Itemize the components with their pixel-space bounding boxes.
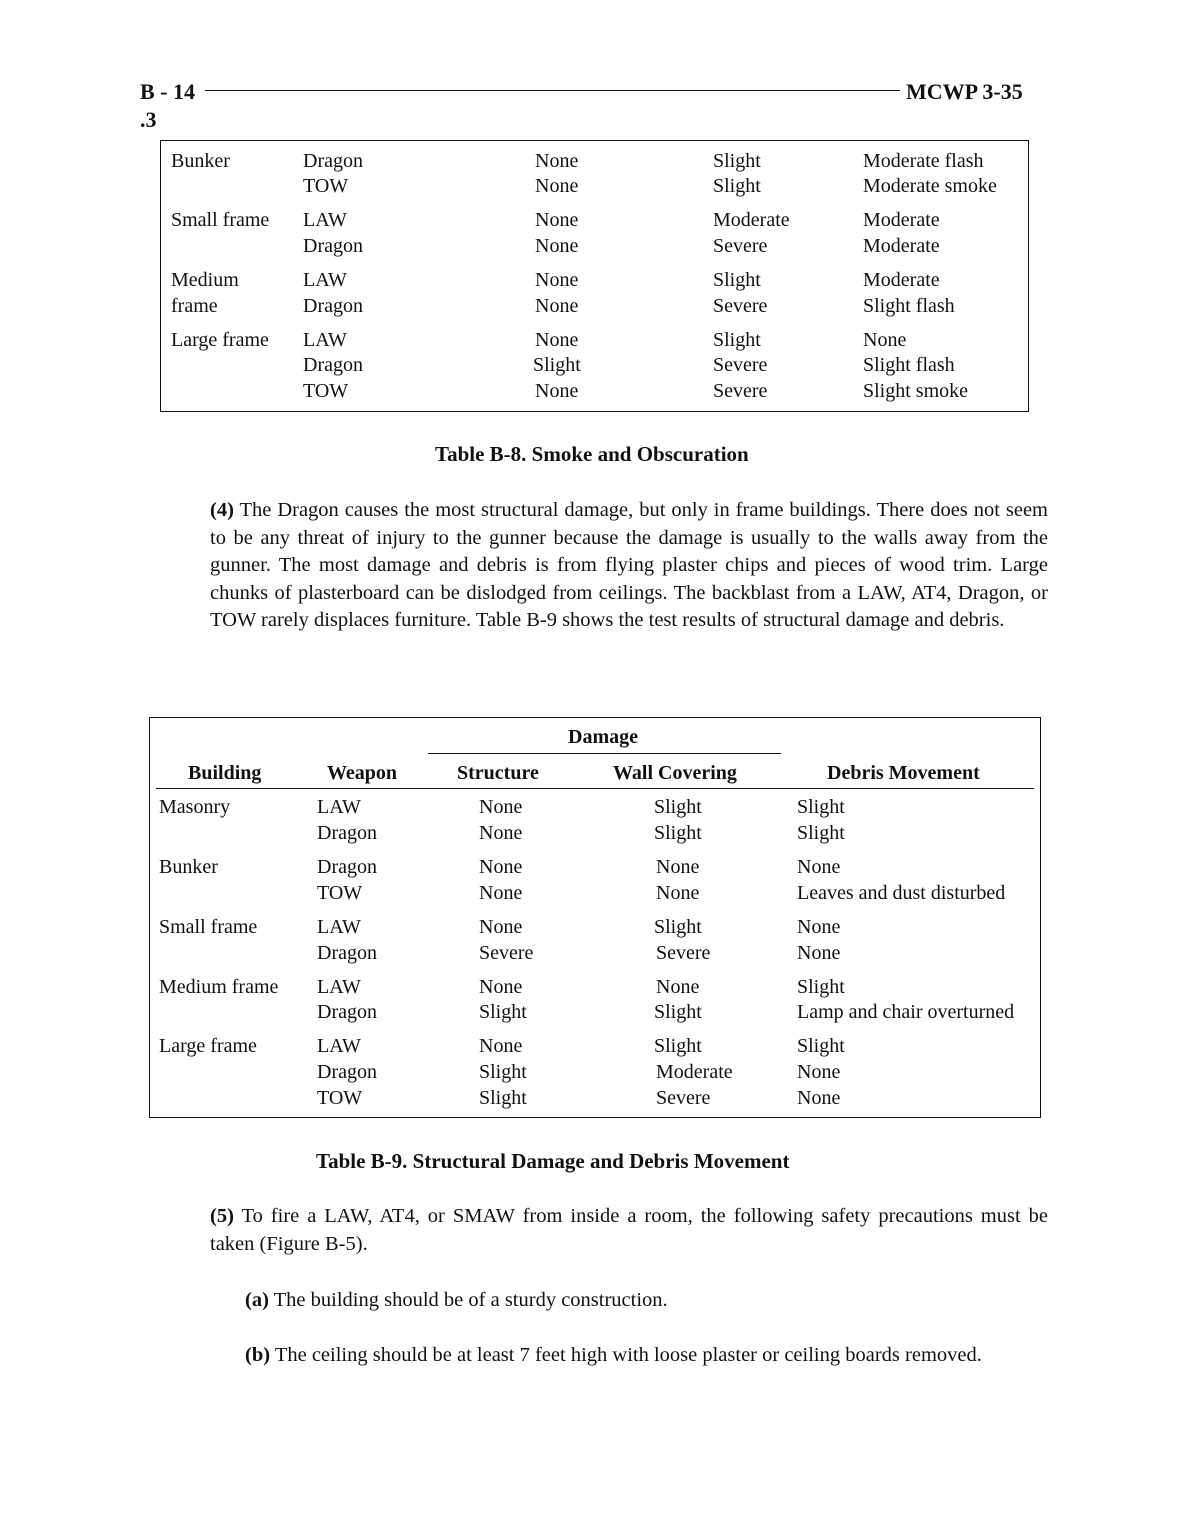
table-b9-weapon: LAW [317,976,361,998]
table-b9-cell: None [479,856,523,878]
table-b8-building-line2: frame [171,295,218,317]
table-b9-col-weapon: Weapon [327,762,398,784]
table-b9-cell: Slight [654,916,702,938]
table-b8-building: Small frame [171,209,270,231]
paragraph-5-label: (5) [210,1205,234,1227]
table-b8-weapon: Dragon [303,235,363,257]
table-b8-cell: Moderate [863,269,940,291]
table-b9-building: Medium frame [159,976,279,998]
table-b9-weapon: Dragon [317,1061,377,1083]
table-b8-cell: Slight [713,175,761,197]
table-b8-cell: Moderate smoke [863,175,997,197]
table-b9-cell: Severe [656,942,711,964]
table-b9-cell: None [656,976,700,998]
table-b9-cell: Severe [656,1087,711,1109]
table-b8-cell: None [535,209,579,231]
table-b8-cell: None [535,175,579,197]
table-b9 [149,717,1041,1118]
table-b8-cell: Severe [713,354,768,376]
table-b8-weapon: Dragon [303,150,363,172]
table-b8-weapon: TOW [303,380,349,402]
table-b8-cell: Slight flash [863,295,955,317]
table-b9-weapon: Dragon [317,1001,377,1023]
table-b9-col-debris-movement: Debris Movement [827,762,980,784]
table-b9-cell: None [797,1087,841,1109]
table-b9-cell: None [797,1061,841,1083]
table-b9-cell: Slight [797,822,845,844]
paragraph-5-text: To fire a LAW, AT4, or SMAW from inside a room, the following safety precautions must be taken (Figure B-5). [210,1205,1048,1255]
table-b8-cell: Severe [713,380,768,402]
table-b8-caption: Table B-8. Smoke and Obscuration [435,442,749,466]
table-b9-cell: None [479,916,523,938]
table-b8-cell: Moderate flash [863,150,984,172]
table-b9-col-building: Building [188,762,262,784]
table-b9-building: Large frame [159,1035,257,1057]
item-a-text: The building should be of a sturdy construction. [268,1289,668,1311]
paragraph-4-text: The Dragon causes the most structural damage, but only in frame buildings. There does not seem to be any threat of injury to the gunner because the damage is usually to the walls away from the gunner. The most damage and debris is from flying plaster chips and pieces of wood trim. Large chunks of plasterboard can be dislodged from ceilings. The backblast from a LAW, AT4, Dragon, or TOW rarely displaces furniture. Table B-9 shows the test results of structural damage and debris. [210,499,1048,632]
table-b9-cell: None [479,796,523,818]
table-b9-cell: Leaves and dust disturbed [797,882,1006,904]
table-b9-weapon: LAW [317,796,361,818]
table-b9-weapon: Dragon [317,856,377,878]
table-b9-cell: Slight [797,796,845,818]
table-b8-weapon: LAW [303,209,347,231]
table-b9-cell: Slight [479,1061,527,1083]
table-b9-weapon: Dragon [317,942,377,964]
table-b9-cell: None [479,1035,523,1057]
table-b9-cell: Lamp and chair overturned [797,1001,1015,1023]
table-b9-cell: Slight [654,822,702,844]
table-b8-building-line1: Medium [171,269,239,291]
table-b9-weapon: TOW [317,882,363,904]
table-b8-cell: Severe [713,295,768,317]
page-number-continuation: .3 [140,107,157,132]
table-b9-weapon: LAW [317,1035,361,1057]
table-b9-header-rule [156,788,1034,789]
table-b9-cell: None [479,882,523,904]
table-b8-cell: Moderate [863,209,940,231]
table-b9-cell: None [797,942,841,964]
table-b8-building: Bunker [171,150,230,172]
table-b8-cell: None [535,329,579,351]
table-b8-cell: Slight [713,150,761,172]
table-b9-cell: None [797,916,841,938]
page-number: B - 14 [140,79,195,104]
table-b8-cell: None [535,235,579,257]
table-b8 [160,140,1029,412]
table-b9-cell: Slight [654,1035,702,1057]
table-b9-cell: None [656,856,700,878]
table-b9-col-wall-covering: Wall Covering [613,762,737,784]
table-b9-cell: Severe [479,942,534,964]
table-b9-cell: Slight [797,976,845,998]
table-b8-weapon: LAW [303,329,347,351]
table-b9-cell: Slight [654,1001,702,1023]
table-b9-caption: Table B-9. Structural Damage and Debris Movement [316,1149,790,1173]
item-b-text: The ceiling should be at least 7 feet high with loose plaster or ceiling boards removed. [270,1344,982,1366]
table-b9-group-header: Damage [568,726,638,748]
item-a [245,1287,1048,1315]
table-b8-cell: None [535,269,579,291]
paragraph-4-label: (4) [210,499,234,521]
table-b8-cell: Slight flash [863,354,955,376]
item-b [245,1342,1048,1370]
table-b9-weapon: Dragon [317,822,377,844]
table-b8-cell: None [535,380,579,402]
table-b9-building: Masonry [159,796,231,818]
table-b9-cell: None [656,882,700,904]
table-b8-cell: Severe [713,235,768,257]
table-b9-group-rule [428,753,781,754]
table-b8-cell: Slight [533,354,581,376]
table-b9-cell: Slight [654,796,702,818]
table-b9-weapon: LAW [317,916,361,938]
table-b9-cell: None [479,822,523,844]
table-b9-cell: None [797,856,841,878]
table-b9-building: Small frame [159,916,258,938]
header-rule [205,90,900,91]
table-b9-weapon: TOW [317,1087,363,1109]
table-b9-cell: Slight [479,1087,527,1109]
table-b8-cell: None [535,150,579,172]
table-b9-building: Bunker [159,856,218,878]
table-b9-cell: Slight [479,1001,527,1023]
table-b8-weapon: TOW [303,175,349,197]
table-b8-cell: None [863,329,907,351]
paragraph-5 [210,1203,1048,1258]
table-b8-building: Large frame [171,329,269,351]
publication-id: MCWP 3-35 [906,79,1023,104]
table-b9-cell: None [479,976,523,998]
table-b8-cell: Slight smoke [863,380,969,402]
table-b9-cell: Slight [797,1035,845,1057]
table-b8-cell: None [535,295,579,317]
table-b8-weapon: LAW [303,269,347,291]
item-b-label: (b) [245,1344,271,1366]
paragraph-4 [210,497,1048,635]
table-b8-cell: Moderate [713,209,790,231]
table-b8-cell: Slight [713,269,761,291]
table-b9-col-structure: Structure [457,762,539,784]
item-a-label: (a) [245,1289,269,1311]
table-b8-weapon: Dragon [303,354,363,376]
table-b8-cell: Moderate [863,235,940,257]
table-b8-weapon: Dragon [303,295,363,317]
table-b9-cell: Moderate [656,1061,733,1083]
table-b8-cell: Slight [713,329,761,351]
